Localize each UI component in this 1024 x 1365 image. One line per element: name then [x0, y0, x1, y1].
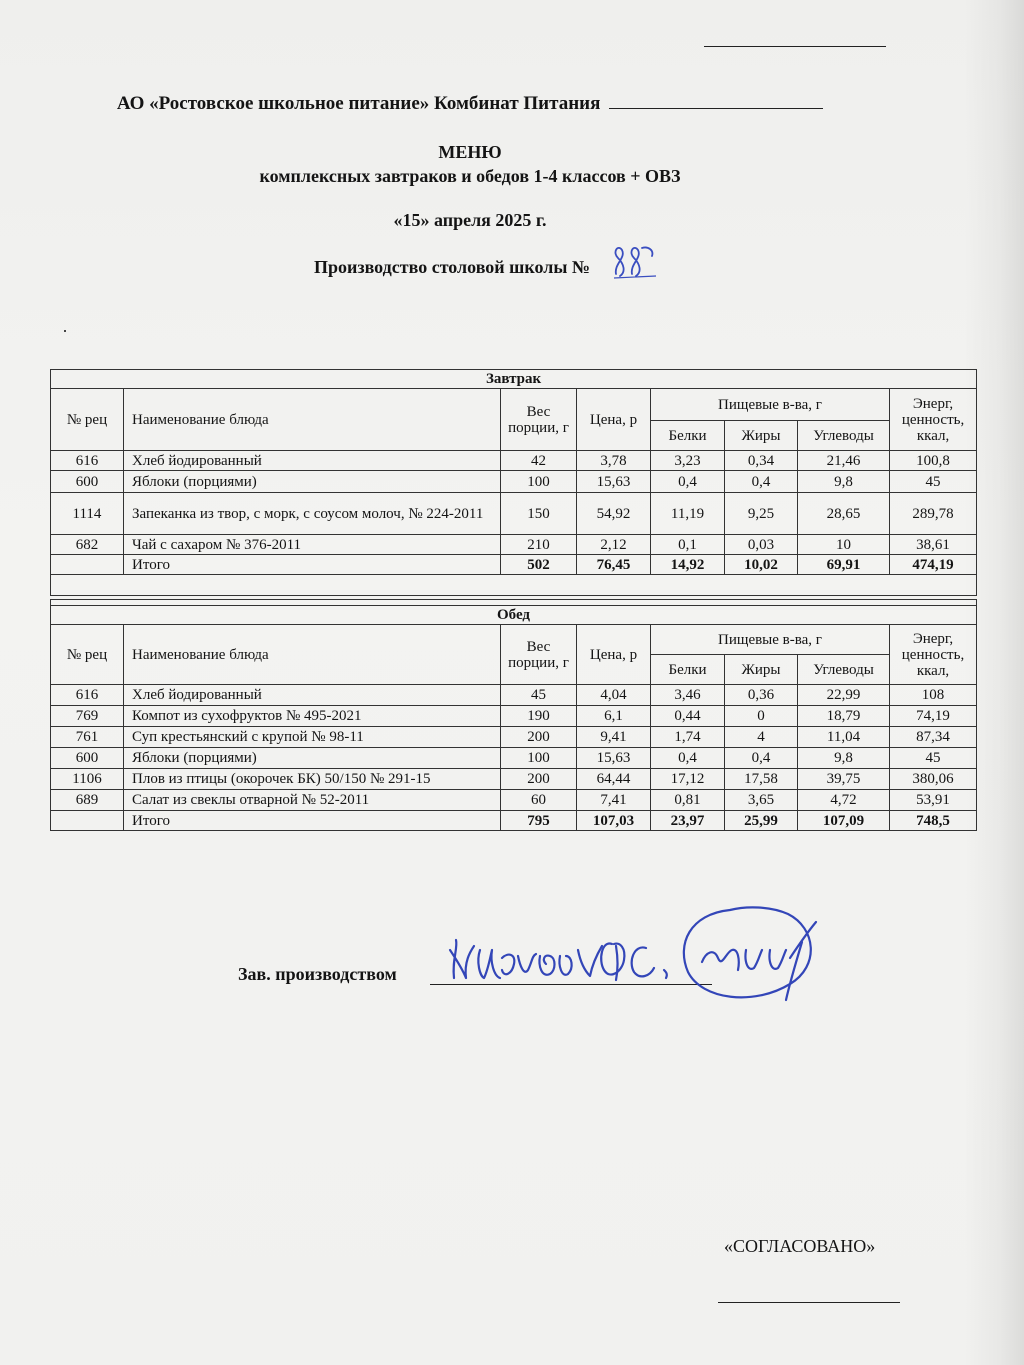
weight-cell: 150 [501, 493, 577, 535]
handwritten-signature [440, 900, 840, 1010]
price-cell: 15,63 [577, 748, 651, 769]
weight-cell: 60 [501, 790, 577, 811]
dish-name-cell: Плов из птицы (окорочек БК) 50/150 № 291-15 [124, 769, 501, 790]
price-cell: 6,1 [577, 706, 651, 727]
header-nutrients: Пищевые в-ва, г [651, 625, 890, 655]
organization-name: АО «Ростовское школьное питание» Комбинат Питания [116, 93, 601, 114]
breakfast-section-title: Завтрак [51, 370, 977, 389]
proteins-cell: 1,74 [651, 727, 725, 748]
header-carbs: Углеводы [798, 655, 890, 685]
price-cell: 4,04 [577, 685, 651, 706]
price-cell: 9,41 [577, 727, 651, 748]
weight-cell: 200 [501, 727, 577, 748]
header-fats: Жиры [725, 655, 798, 685]
manager-label: Зав. производством [238, 964, 397, 984]
menu-date: «15» апреля 2025 г. [393, 210, 547, 230]
proteins-cell: 0,4 [651, 748, 725, 769]
total-proteins: 23,97 [651, 811, 725, 831]
dish-name-cell: Запеканка из твор, с морк, с соусом молоч, № 224-2011 [124, 493, 501, 535]
fats-cell: 0,36 [725, 685, 798, 706]
proteins-cell: 0,81 [651, 790, 725, 811]
rec-no-cell: 769 [51, 706, 124, 727]
proteins-cell: 0,4 [651, 471, 725, 493]
school-number-handwritten [612, 244, 660, 280]
fats-cell: 0,03 [725, 535, 798, 555]
dish-name-cell: Яблоки (порциями) [124, 471, 501, 493]
carbs-cell: 18,79 [798, 706, 890, 727]
fats-cell: 0 [725, 706, 798, 727]
energy-cell: 108 [890, 685, 977, 706]
table-row [51, 685, 977, 706]
organization-line [0, 93, 940, 115]
header-nutrients: Пищевые в-ва, г [651, 389, 890, 421]
carbs-cell: 10 [798, 535, 890, 555]
carbs-cell: 39,75 [798, 769, 890, 790]
proteins-cell: 0,1 [651, 535, 725, 555]
header-energy: Энерг, ценность, ккал, [890, 625, 977, 685]
carbs-cell: 28,65 [798, 493, 890, 535]
production-label: Производство столовой школы № [313, 257, 591, 277]
total-weight: 502 [501, 555, 577, 575]
dish-name-cell: Салат из свеклы отварной № 52-2011 [124, 790, 501, 811]
lunch-table [50, 599, 977, 831]
fats-cell: 17,58 [725, 769, 798, 790]
header-carbs: Углеводы [798, 421, 890, 451]
fats-cell: 9,25 [725, 493, 798, 535]
top-blank-line [704, 46, 886, 47]
weight-cell: 100 [501, 471, 577, 493]
energy-cell: 289,78 [890, 493, 977, 535]
header-proteins: Белки [651, 421, 725, 451]
proteins-cell: 3,46 [651, 685, 725, 706]
total-label: Итого [124, 555, 501, 575]
rec-no-cell: 600 [51, 748, 124, 769]
table-row [51, 769, 977, 790]
proteins-cell: 11,19 [651, 493, 725, 535]
lunch-section-title: Обед [51, 606, 977, 625]
weight-cell: 190 [501, 706, 577, 727]
energy-cell: 45 [890, 748, 977, 769]
header-price: Цена, р [577, 389, 651, 451]
table-row [51, 790, 977, 811]
rec-no-cell: 616 [51, 451, 124, 471]
total-energy: 748,5 [890, 811, 977, 831]
rec-no-cell: 761 [51, 727, 124, 748]
header-energy: Энерг, ценность, ккал, [890, 389, 977, 451]
weight-cell: 45 [501, 685, 577, 706]
energy-cell: 100,8 [890, 451, 977, 471]
header-fats: Жиры [725, 421, 798, 451]
total-proteins: 14,92 [651, 555, 725, 575]
fats-cell: 4 [725, 727, 798, 748]
table-row [51, 451, 977, 471]
header-dish-name: Наименование блюда [124, 389, 501, 451]
table-row [51, 471, 977, 493]
dish-name-cell: Хлеб йодированный [124, 685, 501, 706]
proteins-cell: 17,12 [651, 769, 725, 790]
weight-cell: 210 [501, 535, 577, 555]
total-price: 76,45 [577, 555, 651, 575]
dish-name-cell: Чай с сахаром № 376-2011 [124, 535, 501, 555]
carbs-cell: 9,8 [798, 748, 890, 769]
energy-cell: 38,61 [890, 535, 977, 555]
proteins-cell: 0,44 [651, 706, 725, 727]
total-fats: 25,99 [725, 811, 798, 831]
energy-cell: 74,19 [890, 706, 977, 727]
weight-cell: 200 [501, 769, 577, 790]
total-rec-empty [51, 555, 124, 575]
header-dish-name: Наименование блюда [124, 625, 501, 685]
price-cell: 54,92 [577, 493, 651, 535]
dish-name-cell: Компот из сухофруктов № 495-2021 [124, 706, 501, 727]
menu-title: МЕНЮ [438, 142, 502, 162]
fats-cell: 0,4 [725, 471, 798, 493]
header-proteins: Белки [651, 655, 725, 685]
dish-name-cell: Яблоки (порциями) [124, 748, 501, 769]
carbs-cell: 9,8 [798, 471, 890, 493]
table-row [51, 493, 977, 535]
table-row [51, 727, 977, 748]
production-line [0, 257, 940, 278]
header-portion-weight: Вес порции, г [501, 389, 577, 451]
header-rec-no: № рец [51, 625, 124, 685]
table-row [51, 748, 977, 769]
price-cell: 2,12 [577, 535, 651, 555]
organization-blank-line [609, 94, 823, 109]
price-cell: 64,44 [577, 769, 651, 790]
fats-cell: 0,4 [725, 748, 798, 769]
dish-name-cell: Суп крестьянский с крупой № 98-11 [124, 727, 501, 748]
proteins-cell: 3,23 [651, 451, 725, 471]
total-fats: 10,02 [725, 555, 798, 575]
energy-cell: 380,06 [890, 769, 977, 790]
fats-cell: 3,65 [725, 790, 798, 811]
price-cell: 3,78 [577, 451, 651, 471]
total-row [51, 555, 977, 575]
dish-name-cell: Хлеб йодированный [124, 451, 501, 471]
table-row [51, 535, 977, 555]
breakfast-table [50, 369, 977, 596]
carbs-cell: 21,46 [798, 451, 890, 471]
table-row [51, 706, 977, 727]
header-rec-no: № рец [51, 389, 124, 451]
total-label: Итого [124, 811, 501, 831]
rec-no-cell: 1114 [51, 493, 124, 535]
carbs-cell: 22,99 [798, 685, 890, 706]
agreed-label: «СОГЛАСОВАНО» [724, 1236, 876, 1256]
energy-cell: 53,91 [890, 790, 977, 811]
carbs-cell: 4,72 [798, 790, 890, 811]
total-carbs: 69,91 [798, 555, 890, 575]
fats-cell: 0,34 [725, 451, 798, 471]
rec-no-cell: 682 [51, 535, 124, 555]
rec-no-cell: 600 [51, 471, 124, 493]
price-cell: 15,63 [577, 471, 651, 493]
rec-no-cell: 689 [51, 790, 124, 811]
total-rec-empty [51, 811, 124, 831]
total-energy: 474,19 [890, 555, 977, 575]
header-price: Цена, р [577, 625, 651, 685]
weight-cell: 100 [501, 748, 577, 769]
total-weight: 795 [501, 811, 577, 831]
total-row [51, 811, 977, 831]
price-cell: 7,41 [577, 790, 651, 811]
energy-cell: 87,34 [890, 727, 977, 748]
table-spacer-row [51, 575, 977, 596]
carbs-cell: 11,04 [798, 727, 890, 748]
weight-cell: 42 [501, 451, 577, 471]
rec-no-cell: 616 [51, 685, 124, 706]
energy-cell: 45 [890, 471, 977, 493]
total-price: 107,03 [577, 811, 651, 831]
menu-subtitle: комплексных завтраков и обедов 1-4 классов + ОВЗ [259, 166, 681, 186]
header-portion-weight: Вес порции, г [501, 625, 577, 685]
agreed-signature-line [718, 1302, 900, 1303]
paper-speck [64, 330, 66, 332]
rec-no-cell: 1106 [51, 769, 124, 790]
total-carbs: 107,09 [798, 811, 890, 831]
